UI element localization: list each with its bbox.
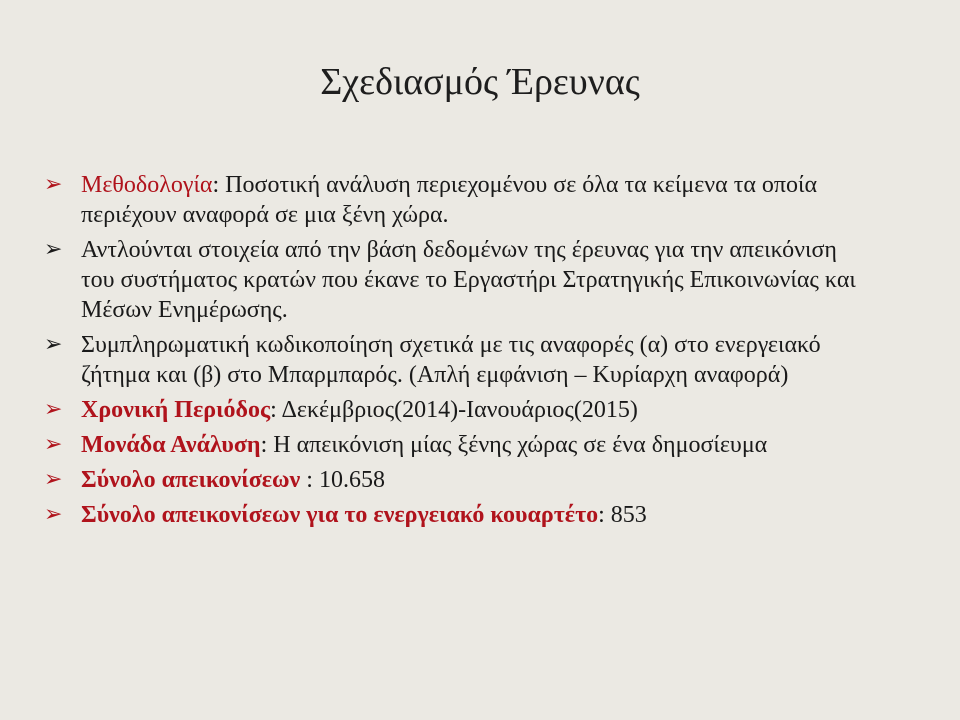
arrow-right-icon: ➢ [44,432,63,457]
arrow-right-icon: ➢ [44,502,63,527]
arrow-right-icon: ➢ [44,172,63,197]
bullet-key: Μεθοδολογία [81,172,213,198]
bullet-data-source [44,235,874,325]
arrow-right-icon: ➢ [44,397,63,422]
arrow-right-icon: ➢ [44,467,63,492]
slide-title: Σχεδιασμός Έρευνας [320,61,640,103]
bullet-unit-of-analysis [44,430,874,460]
bullet-key: Σύνολο απεικονίσεων για το ενεργειακό κουαρτέτο [81,502,599,528]
bullet-key: Χρονική Περιόδος [81,397,271,423]
arrow-right-icon: ➢ [44,237,63,262]
bullet-text: : Ποσοτική ανάλυση περιεχομένου σε όλα τα κείμενα τα οποία περιέχουν αναφορά σε μια ξένη χώρα. [81,172,818,228]
bullet-text: Αντλούνται στοιχεία από την βάση δεδομένων της έρευνας για την απεικόνιση του συστήματος κρατών που έκανε το Εργαστήρι Στρατηγικής Επικοινωνίας και Μέσων Ενημέρωσης. [81,237,856,323]
bullet-supplementary-coding [44,330,874,390]
bullet-text: : 853 [598,502,647,528]
bullet-key: Μονάδα Ανάλυση [81,432,261,458]
bullet-text: : 10.658 [300,467,385,493]
bullet-key: Σύνολο απεικονίσεων [81,467,301,493]
bullet-total-depictions [44,465,874,495]
bullet-list [44,170,874,535]
bullet-energy-quartet-total [44,500,874,530]
arrow-right-icon: ➢ [44,332,63,357]
bullet-methodology [44,170,874,230]
bullet-text: : Δεκέμβριος(2014)-Ιανουάριος(2015) [270,397,638,423]
bullet-text: Συμπληρωματική κωδικοποίηση σχετικά με τις αναφορές (α) στο ενεργειακό ζήτημα και (β) στο Μπαρμπαρός. (Απλή εμφάνιση – Κυρίαρχη αναφορά) [81,332,821,388]
bullet-time-period [44,395,874,425]
bullet-text: : Η απεικόνιση μίας ξένης χώρας σε ένα δημοσίευμα [260,432,768,458]
